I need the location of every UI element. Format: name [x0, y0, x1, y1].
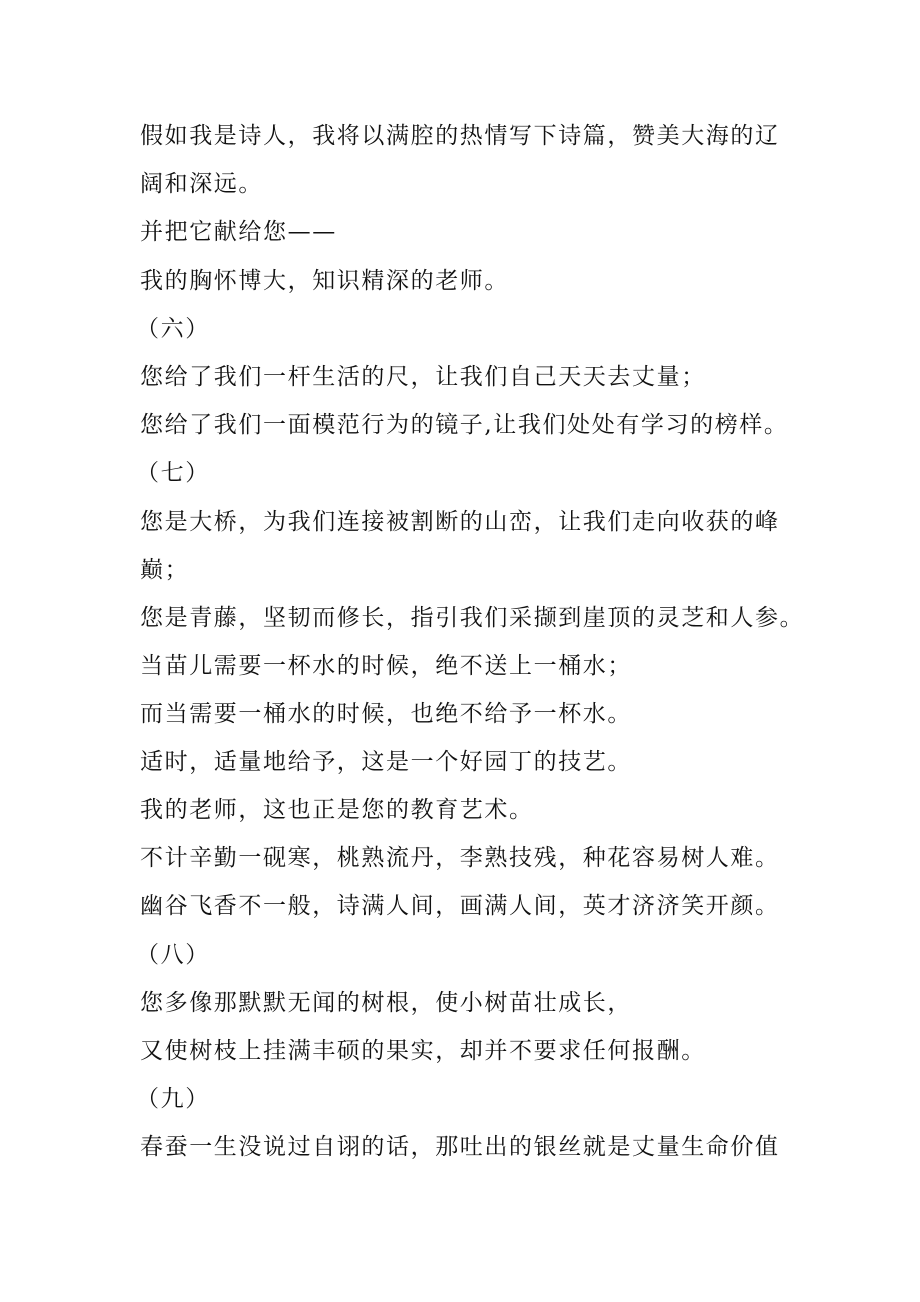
text-line: 您多像那默默无闻的树根，使小树苗壮成长，: [140, 990, 632, 1016]
text-line: 假如我是诗人，我将以满腔的热情写下诗篇，赞美大海的辽: [140, 123, 780, 149]
text-line: 幽谷飞香不一般，诗满人间，画满人间，英才济济笑开颜。: [140, 893, 780, 919]
text-line: 我的胸怀博大，知识精深的老师。: [140, 268, 509, 294]
text-line: 春蚕一生没说过自诩的话，那吐出的银丝就是丈量生命价值: [140, 1134, 780, 1160]
text-line: 您是大桥，为我们连接被割断的山峦，让我们走向收获的峰: [140, 509, 780, 535]
text-line: 我的老师，这也正是您的教育艺术。: [140, 797, 534, 823]
text-line: 您给了我们一面模范行为的镜子,让我们处处有学习的榜样。: [140, 412, 789, 438]
text-line: 您是青藤，坚韧而修长，指引我们采撷到崖顶的灵芝和人参。: [140, 605, 805, 631]
text-line: 并把它献给您——: [140, 219, 337, 245]
section-heading: （八）: [136, 942, 210, 968]
section-heading: （九）: [136, 1086, 210, 1112]
text-line: 您给了我们一杆生活的尺，让我们自己天天去丈量；: [140, 364, 706, 390]
text-line: 不计辛勤一砚寒，桃熟流丹，李熟技残，种花容易树人难。: [140, 845, 780, 871]
text-line: 巅；: [140, 557, 190, 583]
text-line: 又使树枝上挂满丰硕的果实，却并不要求任何报酬。: [140, 1038, 706, 1064]
text-line: 适时，适量地给予，这是一个好园丁的技艺。: [140, 749, 632, 775]
text-line: 阔和深远。: [140, 171, 263, 197]
text-line: 当苗儿需要一杯水的时候，绝不送上一桶水；: [140, 653, 632, 679]
text-line: 而当需要一桶水的时候，也绝不给予一杯水。: [140, 701, 632, 727]
section-heading: （六）: [136, 316, 210, 342]
section-heading: （七）: [136, 460, 210, 486]
